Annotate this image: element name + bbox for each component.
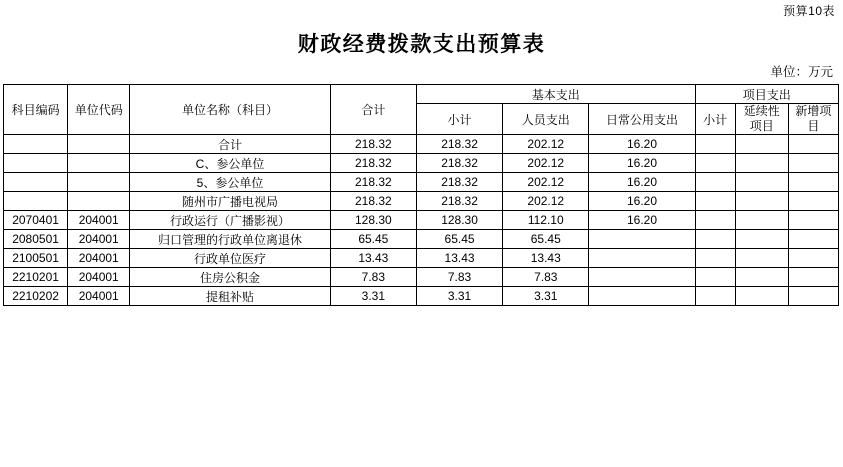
cell-basic-subtotal: 7.83: [416, 268, 502, 287]
table-row: [4, 173, 839, 192]
cell-continuing: [735, 192, 788, 211]
table-row: [4, 192, 839, 211]
col-header-unit-code: 单位代码: [68, 85, 130, 135]
cell-basic-subtotal: 3.31: [416, 287, 502, 306]
col-header-project-expenditure: 项目支出: [695, 85, 838, 104]
cell-daily-public: [589, 249, 695, 268]
cell-unit-code: [68, 135, 130, 154]
cell-continuing: [735, 287, 788, 306]
cell-daily-public: [589, 287, 695, 306]
cell-unit-name: 行政单位医疗: [130, 249, 330, 268]
cell-unit-code: 204001: [68, 230, 130, 249]
cell-subject-code: 2210202: [4, 287, 68, 306]
cell-project-subtotal: [695, 192, 735, 211]
cell-daily-public: 16.20: [589, 192, 695, 211]
cell-total: 218.32: [330, 135, 416, 154]
cell-continuing: [735, 230, 788, 249]
cell-new-project: [788, 249, 838, 268]
cell-unit-code: [68, 154, 130, 173]
col-header-basic-subtotal: 小计: [416, 104, 502, 135]
cell-daily-public: 16.20: [589, 211, 695, 230]
cell-personnel: 202.12: [503, 192, 589, 211]
cell-basic-subtotal: 65.45: [416, 230, 502, 249]
cell-new-project: [788, 135, 838, 154]
cell-daily-public: [589, 230, 695, 249]
cell-subject-code: [4, 173, 68, 192]
cell-basic-subtotal: 218.32: [416, 154, 502, 173]
cell-total: 128.30: [330, 211, 416, 230]
cell-daily-public: 16.20: [589, 154, 695, 173]
cell-personnel: 65.45: [503, 230, 589, 249]
cell-new-project: [788, 287, 838, 306]
cell-subject-code: 2210201: [4, 268, 68, 287]
table-row: [4, 154, 839, 173]
header-row-top: [4, 85, 839, 104]
cell-new-project: [788, 211, 838, 230]
cell-continuing: [735, 173, 788, 192]
cell-basic-subtotal: 13.43: [416, 249, 502, 268]
cell-total: 218.32: [330, 173, 416, 192]
cell-unit-name: 提租补贴: [130, 287, 330, 306]
cell-new-project: [788, 154, 838, 173]
table-body: [4, 135, 839, 306]
table-row: [4, 135, 839, 154]
cell-project-subtotal: [695, 135, 735, 154]
page-title: 财政经费拨款支出预算表: [297, 32, 546, 56]
cell-project-subtotal: [695, 154, 735, 173]
col-header-total: 合计: [330, 85, 416, 135]
cell-subject-code: [4, 135, 68, 154]
cell-subject-code: 2080501: [4, 230, 68, 249]
cell-unit-name: 随州市广播电视局: [130, 192, 330, 211]
cell-new-project: [788, 173, 838, 192]
cell-personnel: 202.12: [503, 135, 589, 154]
cell-basic-subtotal: 218.32: [416, 192, 502, 211]
table-header: [4, 85, 839, 135]
cell-unit-code: 204001: [68, 249, 130, 268]
cell-subject-code: [4, 192, 68, 211]
cell-total: 3.31: [330, 287, 416, 306]
cell-unit-name: 行政运行（广播影视）: [130, 211, 330, 230]
cell-total: 65.45: [330, 230, 416, 249]
cell-unit-name: 住房公积金: [130, 268, 330, 287]
cell-total: 218.32: [330, 154, 416, 173]
cell-unit-code: 204001: [68, 211, 130, 230]
cell-personnel: 13.43: [503, 249, 589, 268]
budget-table: [3, 84, 839, 306]
col-header-new-project: 新增项目: [788, 104, 838, 135]
unit-note: 单位：万元: [770, 65, 833, 79]
cell-personnel: 202.12: [503, 154, 589, 173]
cell-personnel: 7.83: [503, 268, 589, 287]
cell-project-subtotal: [695, 230, 735, 249]
cell-subject-code: [4, 154, 68, 173]
cell-total: 13.43: [330, 249, 416, 268]
cell-unit-name: 合计: [130, 135, 330, 154]
cell-unit-name: 5、参公单位: [130, 173, 330, 192]
cell-daily-public: 16.20: [589, 135, 695, 154]
cell-subject-code: 2070401: [4, 211, 68, 230]
cell-personnel: 3.31: [503, 287, 589, 306]
col-header-continuing-project: 延续性项目: [735, 104, 788, 135]
cell-unit-code: [68, 173, 130, 192]
form-code-label: 预算10表: [783, 4, 835, 18]
cell-continuing: [735, 268, 788, 287]
cell-project-subtotal: [695, 211, 735, 230]
cell-basic-subtotal: 218.32: [416, 173, 502, 192]
cell-basic-subtotal: 128.30: [416, 211, 502, 230]
cell-unit-code: [68, 192, 130, 211]
cell-unit-code: 204001: [68, 268, 130, 287]
cell-new-project: [788, 230, 838, 249]
table-row: [4, 211, 839, 230]
cell-total: 218.32: [330, 192, 416, 211]
cell-daily-public: [589, 268, 695, 287]
col-header-unit-name: 单位名称（科目）: [130, 85, 330, 135]
cell-project-subtotal: [695, 268, 735, 287]
cell-continuing: [735, 211, 788, 230]
cell-continuing: [735, 154, 788, 173]
col-header-basic-expenditure: 基本支出: [416, 85, 695, 104]
cell-unit-code: 204001: [68, 287, 130, 306]
cell-subject-code: 2100501: [4, 249, 68, 268]
cell-project-subtotal: [695, 173, 735, 192]
cell-basic-subtotal: 218.32: [416, 135, 502, 154]
table-row: [4, 268, 839, 287]
col-header-daily-public-expenditure: 日常公用支出: [589, 104, 695, 135]
cell-continuing: [735, 135, 788, 154]
cell-personnel: 112.10: [503, 211, 589, 230]
cell-project-subtotal: [695, 249, 735, 268]
table-row: [4, 249, 839, 268]
cell-continuing: [735, 249, 788, 268]
cell-unit-name: 归口管理的行政单位离退休: [130, 230, 330, 249]
cell-unit-name: C、参公单位: [130, 154, 330, 173]
cell-total: 7.83: [330, 268, 416, 287]
cell-project-subtotal: [695, 287, 735, 306]
cell-new-project: [788, 268, 838, 287]
col-header-personnel-expenditure: 人员支出: [503, 104, 589, 135]
cell-new-project: [788, 192, 838, 211]
cell-daily-public: 16.20: [589, 173, 695, 192]
table-row: [4, 287, 839, 306]
col-header-subject-code: 科目编码: [4, 85, 68, 135]
cell-personnel: 202.12: [503, 173, 589, 192]
col-header-project-subtotal: 小计: [695, 104, 735, 135]
table-row: [4, 230, 839, 249]
